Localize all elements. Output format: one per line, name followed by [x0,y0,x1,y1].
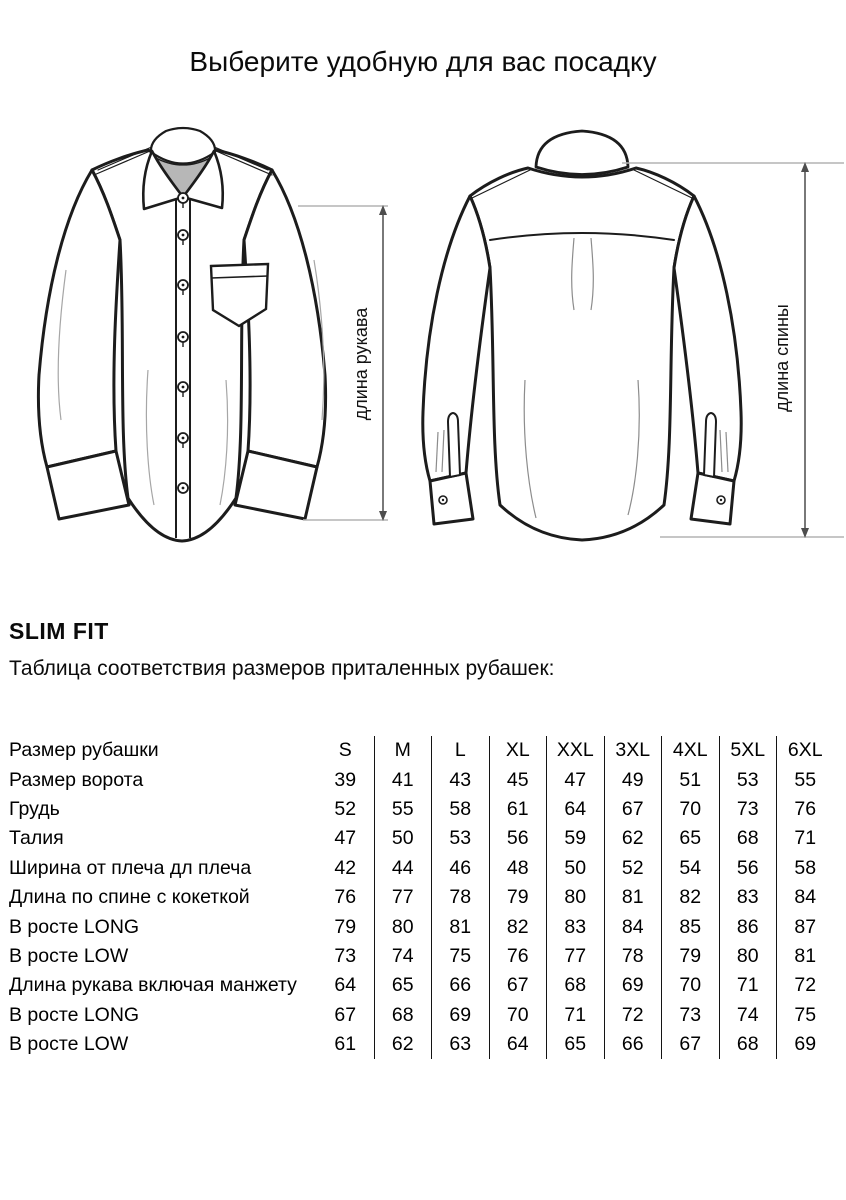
size-value-cell: 55 [374,795,432,824]
table-row [9,795,834,824]
size-value-cell: 45 [489,765,547,794]
size-value-cell: 83 [547,912,605,941]
size-value-cell: 61 [489,795,547,824]
size-value-cell: 70 [662,971,720,1000]
shirt-back-body [423,131,741,540]
size-value-cell: 87 [777,912,834,941]
size-value-cell: 70 [662,795,720,824]
size-value-cell: 47 [334,827,357,850]
size-value-cell: 65 [374,971,432,1000]
size-value-cell: 84 [777,883,834,912]
size-value-cell: 53 [719,765,777,794]
size-value-cell: 58 [432,795,490,824]
size-value-cell: 65 [547,1030,605,1059]
size-value-cell: 81 [777,942,834,971]
size-value-cell: 73 [719,795,777,824]
size-header-cell: M [374,736,432,765]
size-value-cell: 82 [489,912,547,941]
sleeve-length-label: длина рукава [351,307,371,421]
size-value-cell: 71 [719,971,777,1000]
size-value-cell: 59 [547,824,605,853]
size-value-cell: 64 [334,974,357,997]
size-value-cell: 50 [547,854,605,883]
row-label: В росте LOW [9,1033,129,1056]
size-value-cell: 76 [489,942,547,971]
size-value-cell: 66 [604,1030,662,1059]
size-header-cell: 4XL [662,736,720,765]
size-value-cell: 77 [547,942,605,971]
size-value-cell: 70 [489,1001,547,1030]
size-value-cell: 54 [662,854,720,883]
back-length-label: длина спины [772,304,792,412]
size-value-cell: 74 [719,1001,777,1030]
row-label: Размер ворота [9,768,144,791]
table-row [9,1030,834,1059]
table-row [9,942,834,971]
size-value-cell: 71 [777,824,834,853]
size-value-cell: 68 [719,1030,777,1059]
size-value-cell: 51 [662,765,720,794]
row-label: Талия [9,827,64,850]
size-value-cell: 64 [489,1030,547,1059]
size-value-cell: 75 [432,942,490,971]
size-value-cell: 85 [662,912,720,941]
table-caption: Таблица соответствия размеров приталенных рубашек: [9,657,555,680]
size-value-cell: 39 [334,768,357,791]
table-row [9,736,834,765]
size-header-cell: XL [489,736,547,765]
row-label: В росте LONG [9,915,140,938]
size-value-cell: 67 [662,1030,720,1059]
size-header-cell: 3XL [604,736,662,765]
size-value-cell: 55 [777,765,834,794]
size-value-cell: 69 [777,1030,834,1059]
table-row [9,883,834,912]
size-value-cell: 67 [334,1003,357,1026]
size-value-cell: 48 [489,854,547,883]
table-row [9,912,834,941]
size-value-cell: 76 [777,795,834,824]
size-value-cell: 62 [374,1030,432,1059]
size-value-cell: 65 [662,824,720,853]
size-value-cell: 69 [432,1001,490,1030]
size-value-cell: 44 [374,854,432,883]
table-row [9,854,834,883]
size-value-cell: 42 [334,856,357,879]
size-header-cell: XXL [547,736,605,765]
size-value-cell: 61 [334,1033,357,1056]
size-value-cell: 56 [489,824,547,853]
size-value-cell: 76 [334,886,357,909]
shirt-diagrams [0,120,846,575]
size-value-cell: 73 [662,1001,720,1030]
size-value-cell: 81 [432,912,490,941]
size-value-cell: 74 [374,942,432,971]
size-value-cell: 75 [777,1001,834,1030]
size-value-cell: 86 [719,912,777,941]
row-label: Размер рубашки [9,739,159,762]
back-right-sleeve-placket [704,413,716,477]
row-label: В росте LOW [9,944,129,967]
size-value-cell: 78 [432,883,490,912]
size-value-cell: 46 [432,854,490,883]
size-value-cell: 81 [604,883,662,912]
row-label: Грудь [9,797,60,820]
size-value-cell: 68 [374,1001,432,1030]
table-row [9,824,834,853]
table-row [9,971,834,1000]
table-row [9,1001,834,1030]
back-left-sleeve-placket [448,413,460,477]
size-value-cell: 73 [334,944,357,967]
size-value-cell: 83 [719,883,777,912]
row-label: Длина по спине с кокеткой [9,886,250,909]
size-value-cell: 62 [604,824,662,853]
size-header-cell: 6XL [777,736,834,765]
size-value-cell: 72 [604,1001,662,1030]
size-header-cell: L [432,736,490,765]
size-value-cell: 50 [374,824,432,853]
shirt-front-illustration [30,120,390,570]
size-value-cell: 79 [662,942,720,971]
size-value-cell: 63 [432,1030,490,1059]
size-value-cell: 68 [547,971,605,1000]
size-value-cell: 69 [604,971,662,1000]
size-value-cell: 79 [334,915,357,938]
fit-heading: SLIM FIT [9,618,109,644]
size-value-cell: 77 [374,883,432,912]
size-value-cell: 71 [547,1001,605,1030]
size-header-cell: S [338,739,352,762]
table-row [9,765,834,794]
size-value-cell: 66 [432,971,490,1000]
size-table-body [9,736,834,1059]
size-value-cell: 82 [662,883,720,912]
size-value-cell: 58 [777,854,834,883]
size-value-cell: 80 [547,883,605,912]
size-value-cell: 52 [604,854,662,883]
size-value-cell: 49 [604,765,662,794]
back-collar [536,131,628,175]
size-value-cell: 79 [489,883,547,912]
row-label: Длина рукава включая манжету [9,974,297,997]
size-value-cell: 53 [432,824,490,853]
shirt-back-illustration [410,120,846,570]
size-value-cell: 80 [374,912,432,941]
size-value-cell: 41 [374,765,432,794]
size-value-cell: 67 [604,795,662,824]
size-value-cell: 67 [489,971,547,1000]
size-value-cell: 72 [777,971,834,1000]
size-value-cell: 78 [604,942,662,971]
size-header-cell: 5XL [719,736,777,765]
size-value-cell: 68 [719,824,777,853]
size-value-cell: 80 [719,942,777,971]
size-value-cell: 84 [604,912,662,941]
shirt-front-body [38,146,325,541]
size-value-cell: 43 [432,765,490,794]
back-left-cuff [430,473,473,524]
back-right-cuff [691,473,734,524]
row-label: В росте LONG [9,1003,140,1026]
size-value-cell: 47 [547,765,605,794]
size-value-cell: 56 [719,854,777,883]
size-table [9,736,834,1059]
size-value-cell: 64 [547,795,605,824]
row-label: Ширина от плеча дл плеча [9,856,252,879]
size-value-cell: 52 [334,797,357,820]
page-title: Выберите удобную для вас посадку [189,46,657,77]
